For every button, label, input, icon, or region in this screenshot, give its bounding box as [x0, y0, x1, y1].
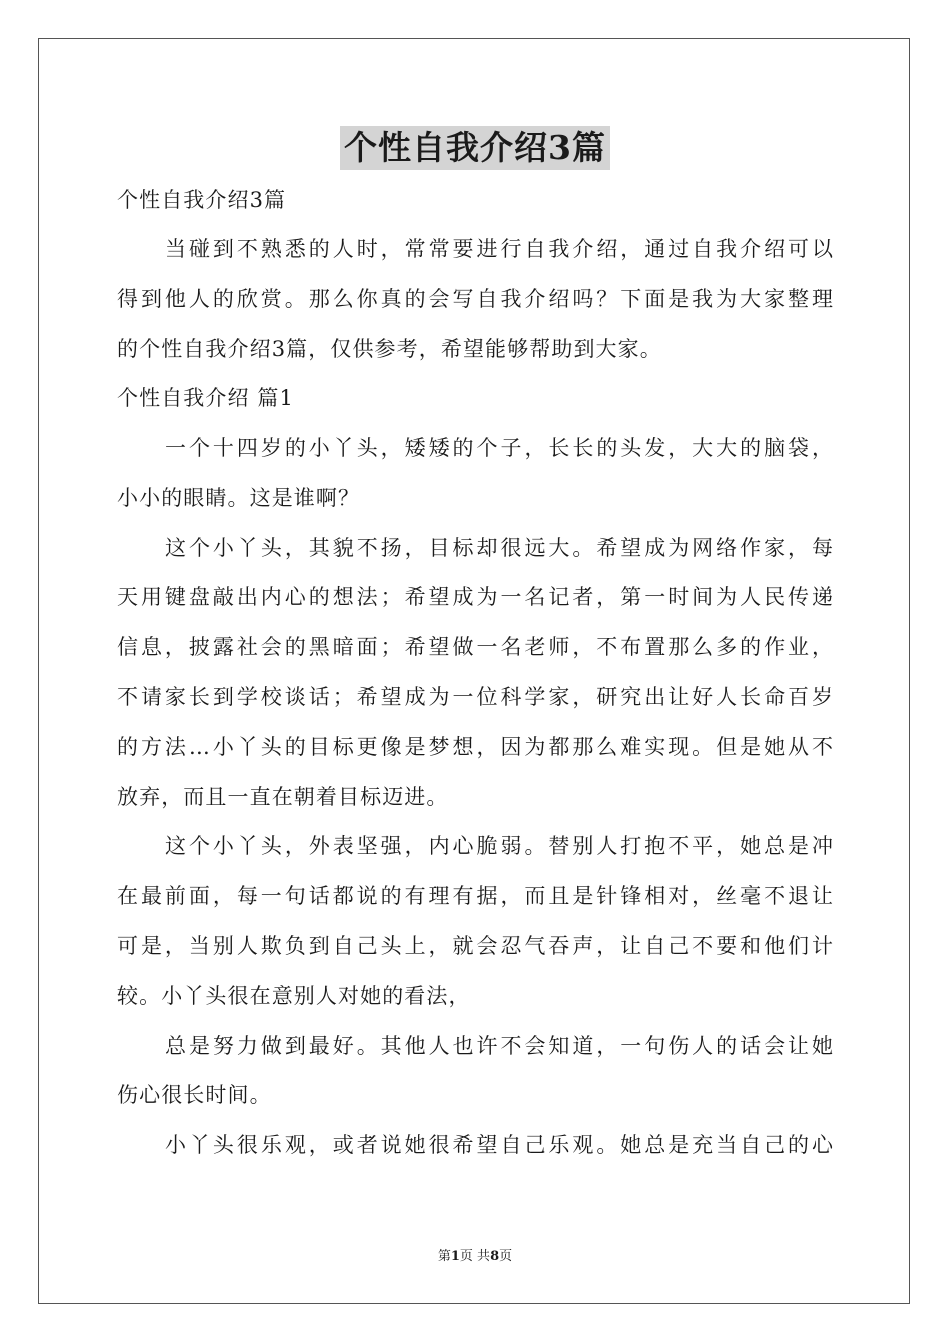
text-line: 小丫头很乐观，或者说她很希望自己乐观。她总是充当自己的心 [165, 1133, 833, 1157]
text-line: 得到他人的欣赏。那么你真的会写自我介绍吗？下面是我为大家整理 [117, 287, 833, 311]
text-line: 天用键盘敲出内心的想法；希望成为一名记者，第一时间为人民传递 [117, 585, 833, 609]
footer-page-number: 1 [450, 1249, 460, 1264]
footer-prefix: 第 [437, 1249, 451, 1264]
text-line: 的方法…小丫头的目标更像是梦想，因为都那么难实现。但是她从不 [117, 735, 833, 759]
text-line: 总是努力做到最好。其他人也许不会知道，一句伤人的话会让她 [165, 1034, 833, 1058]
text-line: 当碰到不熟悉的人时，常常要进行自我介绍，通过自我介绍可以 [165, 237, 833, 261]
text-line: 的个性自我介绍3篇，仅供参考，希望能够帮助到大家。 [117, 337, 662, 361]
text-line: 个性自我介绍3篇 [117, 188, 287, 212]
text-line: 小小的眼睛。这是谁啊？ [117, 486, 361, 510]
footer-total-pages: 8 [490, 1249, 500, 1264]
text-line: 在最前面，每一句话都说的有理有据，而且是针锋相对，丝毫不退让 [117, 884, 833, 908]
text-line: 一个十四岁的小丫头，矮矮的个子，长长的头发，大大的脑袋， [165, 436, 833, 460]
text-line: 伤心很长时间。 [117, 1083, 272, 1107]
text-line: 放弃，而且一直在朝着目标迈进。 [117, 785, 449, 809]
text-line: 信息，披露社会的黑暗面；希望做一名老师，不布置那么多的作业， [117, 635, 833, 659]
text-line: 个性自我介绍 篇1 [117, 386, 294, 410]
title-container [117, 126, 833, 170]
text-line: 这个小丫头，外表坚强，内心脆弱。替别人打抱不平，她总是冲 [165, 834, 833, 858]
page-border [38, 38, 910, 1304]
text-line: 不请家长到学校谈话；希望成为一位科学家，研究出让好人长命百岁 [117, 685, 833, 709]
page-footer [0, 1245, 950, 1264]
text-line: 可是，当别人欺负到自己头上，就会忍气吞声，让自己不要和他们计 [117, 934, 833, 958]
text-line: 这个小丫头，其貌不扬，目标却很远大。希望成为网络作家，每 [165, 536, 833, 560]
document-title: 个性自我介绍3篇 [340, 126, 610, 170]
footer-mid: 页 共 [459, 1249, 491, 1264]
footer-suffix: 页 [499, 1249, 513, 1264]
text-line: 较。小丫头很在意别人对她的看法， [117, 984, 471, 1008]
